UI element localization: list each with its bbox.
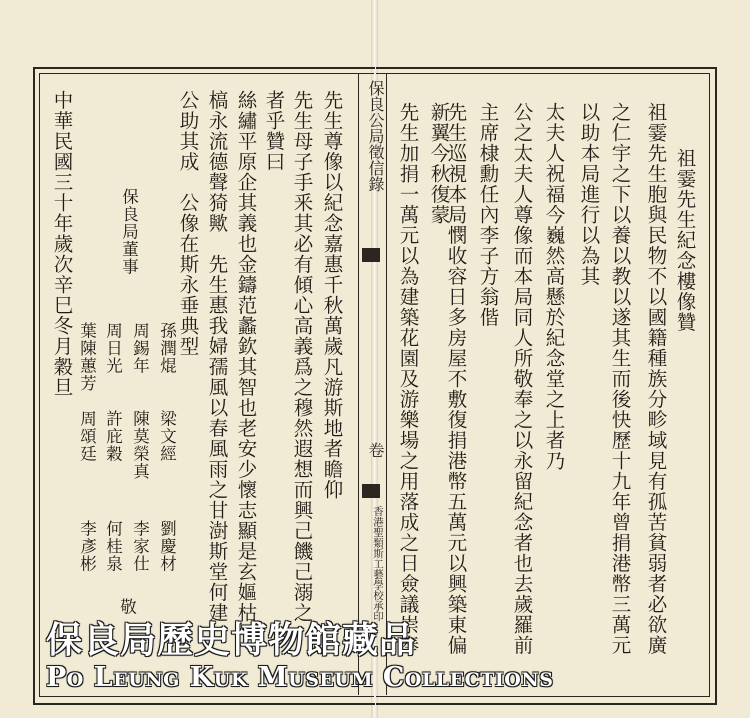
- director-name: 許庇穀: [103, 410, 123, 463]
- text-column: 以助本局進行以為其: [577, 102, 601, 287]
- essay-title: 祖霎先生紀念樓像贊: [673, 148, 697, 333]
- printer-imprint: 香港聖類斯工藝學校承印: [372, 506, 384, 622]
- text-column: 先生加捐一萬元以為建築花園及游樂場之用落成之日僉議崇奉: [396, 102, 420, 656]
- museum-watermark-chinese: 保良局歷史博物館藏品: [46, 619, 417, 661]
- text-column: 主席棣勳任內李子方翁偕: [476, 102, 500, 328]
- respectfully-mark: 敬: [117, 598, 137, 616]
- text-column: 太夫人祝福今巍然高懸於紀念堂之上者乃: [542, 102, 566, 471]
- director-name: 周錫年: [130, 322, 150, 375]
- director-name: 李家仕: [130, 520, 150, 573]
- spine-rule-right: [386, 73, 387, 695]
- text-column: 槁永流德聲猗歟 先生惠我婦孺風以春風雨之甘澍斯堂何建: [205, 90, 229, 623]
- fishtail-mark-top: [362, 248, 380, 262]
- text-column: 先生母子手釆其必有傾心高義爲之穆然遐想而興己饑己溺之: [290, 90, 314, 623]
- text-column: 絲繡平原企其義也金鑄范蠡欽其智也老安少懷志顯是玄嫗枯: [234, 90, 258, 623]
- volume-mark: 卷: [366, 442, 385, 458]
- director-name: 何桂泉: [103, 520, 123, 573]
- fishtail-mark-bottom: [362, 484, 380, 498]
- date-line: 中華民國三十年歲次辛巳冬月穀旦: [50, 90, 74, 398]
- director-name: 孫潤焜: [157, 322, 177, 375]
- director-name: 周日光: [103, 322, 123, 375]
- director-name: 陳莫榮真: [130, 410, 150, 480]
- director-name: 李彥彬: [77, 520, 97, 573]
- text-column: 者乎贊曰: [262, 90, 286, 172]
- museum-watermark-english: Po Leung Kuk Museum Collections: [46, 662, 554, 693]
- board-of-directors-label: 保良局董事: [119, 188, 139, 276]
- text-column: 公助其成 公像在斯永垂典型: [176, 90, 200, 357]
- running-title: 保良公局徵信錄: [366, 80, 385, 192]
- text-column: 先生尊像以紀念嘉惠千秋萬歲凡游斯地者瞻仰: [320, 90, 344, 500]
- director-name: 梁文經: [157, 410, 177, 463]
- text-column: 先生巡視本局憫收容日多房屋不敷復捐港幣五萬元以興築東偏: [444, 102, 468, 656]
- text-column: 之仁宇之下以養以教以遂其生而後快歷十九年曾捐港幣三萬元: [608, 102, 632, 656]
- director-name: 葉陳蕙芳: [77, 322, 97, 392]
- text-column: 公之太夫人尊像而本局同人所敬奉之以永留紀念者也去歲羅前: [510, 102, 534, 656]
- text-column: 新翼今秋復蒙: [427, 102, 451, 225]
- text-column: 祖霎先生胞與民物不以國籍種族分畛域見有孤苦貧弱者必欲廣: [644, 102, 668, 656]
- director-name: 周頌廷: [77, 410, 97, 463]
- director-name: 劉慶材: [157, 520, 177, 573]
